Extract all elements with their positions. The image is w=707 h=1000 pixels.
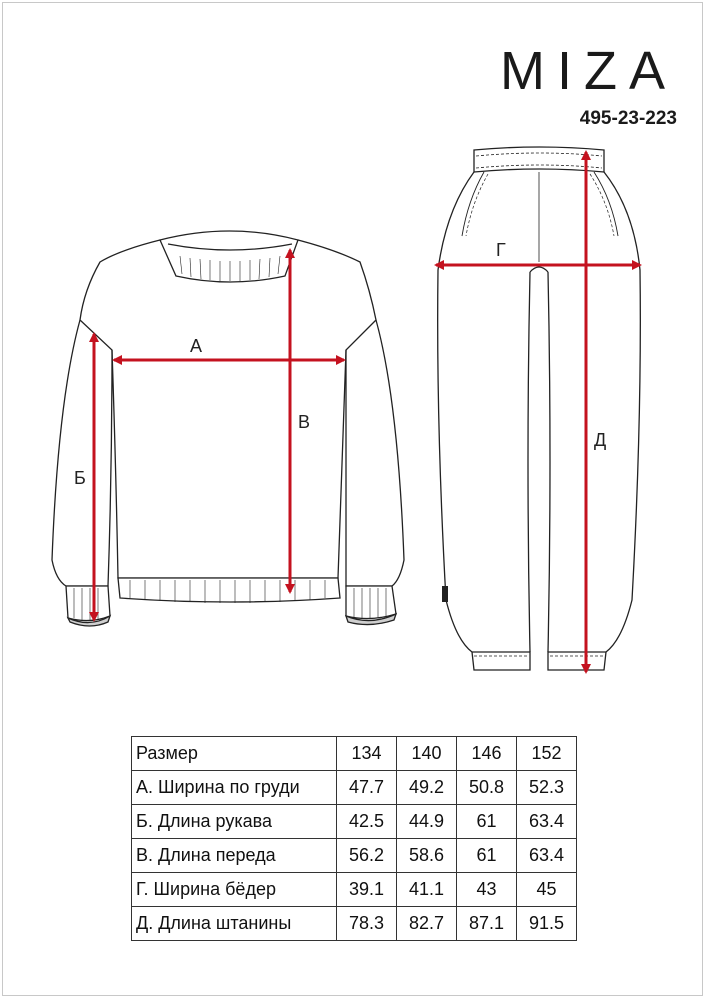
table-row — [132, 907, 577, 941]
row-label: Д. Длина штанины — [132, 907, 337, 941]
table-header-row — [132, 737, 577, 771]
header-size: 140 — [397, 737, 457, 771]
label-a: А — [190, 336, 203, 356]
article-number: 495-23-223 — [579, 108, 677, 129]
row-label: Б. Длина рукава — [132, 805, 337, 839]
table-cell: 50.8 — [457, 771, 517, 805]
label-v: В — [298, 412, 311, 432]
label-d: Д — [594, 430, 607, 450]
table-cell: 52.3 — [517, 771, 577, 805]
table-cell: 39.1 — [337, 873, 397, 907]
table-cell: 44.9 — [397, 805, 457, 839]
brand-logo: MIZA — [500, 41, 677, 101]
row-label: Г. Ширина бёдер — [132, 873, 337, 907]
row-label: В. Длина переда — [132, 839, 337, 873]
label-b: Б — [74, 468, 86, 488]
row-label: А. Ширина по груди — [132, 771, 337, 805]
table-cell: 42.5 — [337, 805, 397, 839]
table-cell: 43 — [457, 873, 517, 907]
table-cell: 61 — [457, 839, 517, 873]
table-cell: 41.1 — [397, 873, 457, 907]
table-cell: 82.7 — [397, 907, 457, 941]
table-cell: 47.7 — [337, 771, 397, 805]
table-row — [132, 839, 577, 873]
table-cell: 78.3 — [337, 907, 397, 941]
table-cell: 63.4 — [517, 805, 577, 839]
table-cell: 87.1 — [457, 907, 517, 941]
table-cell: 61 — [457, 805, 517, 839]
header-size: 134 — [337, 737, 397, 771]
size-chart-table — [131, 736, 577, 941]
header-size-label: Размер — [132, 737, 337, 771]
table-row — [132, 771, 577, 805]
header-size: 146 — [457, 737, 517, 771]
table-cell: 45 — [517, 873, 577, 907]
table-cell: 58.6 — [397, 839, 457, 873]
table-cell: 63.4 — [517, 839, 577, 873]
header-size: 152 — [517, 737, 577, 771]
table-cell: 91.5 — [517, 907, 577, 941]
table-row — [132, 805, 577, 839]
sweatshirt-drawing — [52, 231, 404, 626]
table-row — [132, 873, 577, 907]
label-g: Г — [496, 240, 506, 260]
trousers-drawing — [438, 147, 641, 670]
table-cell: 56.2 — [337, 839, 397, 873]
table-cell: 49.2 — [397, 771, 457, 805]
